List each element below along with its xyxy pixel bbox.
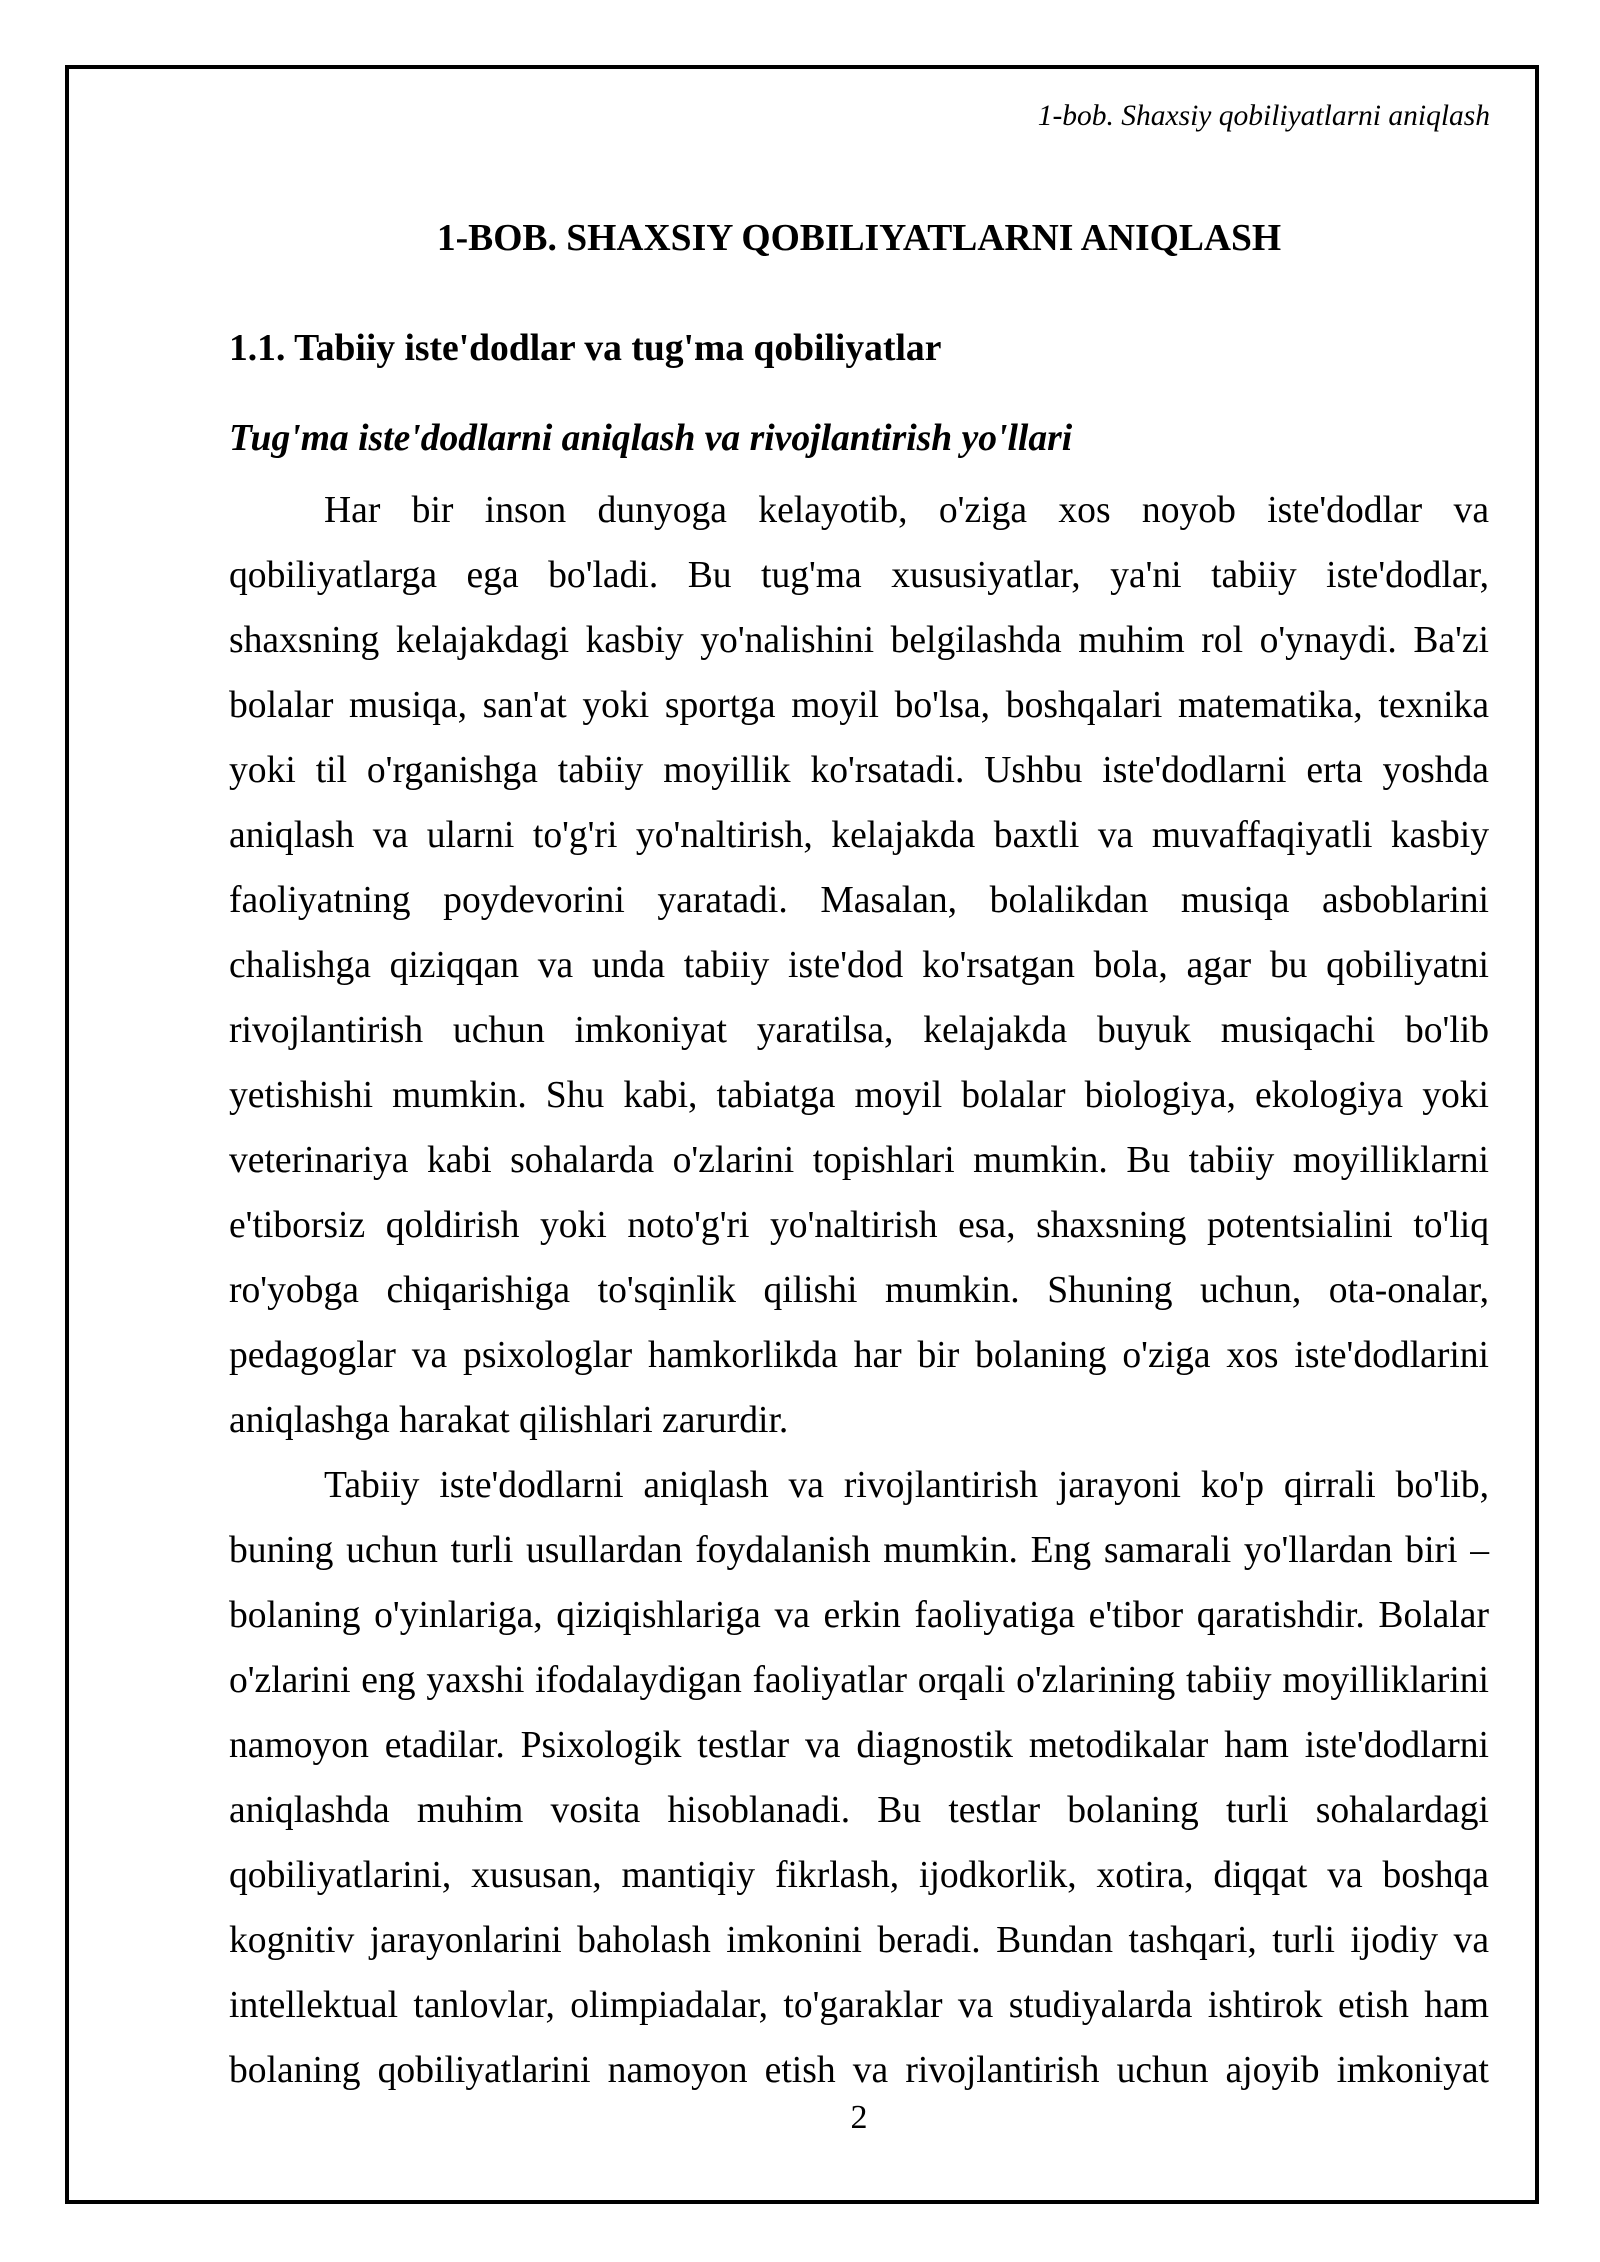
body-line: aniqlashda muhim vosita hisoblanadi. Bu testlar bolaning turli sohalardagi — [229, 1790, 1489, 1831]
body-line: qobiliyatlarga ega bo'ladi. Bu tug'ma xususiyatlar, ya'ni tabiiy iste'dodlar, — [229, 555, 1489, 596]
body-line: chalishga qiziqqan va unda tabiiy iste'dod ko'rsatgan bola, agar bu qobiliyatni — [229, 945, 1489, 986]
running-header: 1-bob. Shaxsiy qobiliyatlarni aniqlash — [1037, 100, 1490, 132]
body-line: yetishishi mumkin. Shu kabi, tabiatga moyil bolalar biologiya, ekologiya yoki — [229, 1075, 1489, 1116]
body-line: shaxsning kelajakdagi kasbiy yo'nalishini belgilashda muhim rol o'ynaydi. Ba'zi — [229, 620, 1489, 661]
body-line: o'zlarini eng yaxshi ifodalaydigan faoliyatlar orqali o'zlarining tabiiy moyilliklarini — [229, 1660, 1489, 1701]
body-line: Tabiiy iste'dodlarni aniqlash va rivojlantirish jarayoni ko'p qirrali bo'lib, — [324, 1465, 1489, 1506]
paragraph-2 — [229, 1453, 1489, 2103]
body-line: aniqlash va ularni to'g'ri yo'naltirish, kelajakda baxtli va muvaffaqiyatli kasbiy — [229, 815, 1489, 856]
body-line: bolaning o'yinlariga, qiziqishlariga va erkin faoliyatiga e'tibor qaratishdir. Bolalar — [229, 1595, 1489, 1636]
body-line: qobiliyatlarini, xususan, mantiqiy fikrlash, ijodkorlik, xotira, diqqat va boshqa — [229, 1855, 1489, 1896]
body-line: pedagoglar va psixologlar hamkorlikda har bir bolaning o'ziga xos iste'dodlarini — [229, 1335, 1489, 1376]
body-line: bolaning qobiliyatlarini namoyon etish va rivojlantirish uchun ajoyib imkoniyat — [229, 2050, 1489, 2091]
body-line: yoki til o'rganishga tabiiy moyillik ko'rsatadi. Ushbu iste'dodlarni erta yoshda — [229, 750, 1489, 791]
body-line: buning uchun turli usullardan foydalanish mumkin. Eng samarali yo'llardan biri – — [229, 1530, 1489, 1571]
body-line: intellektual tanlovlar, olimpiadalar, to'garaklar va studiyalarda ishtirok etish ham — [229, 1985, 1489, 2026]
body-line: Har bir inson dunyoga kelayotib, o'ziga xos noyob iste'dodlar va — [324, 490, 1489, 531]
body-line: aniqlashga harakat qilishlari zarurdir. — [229, 1400, 789, 1441]
body-line: e'tiborsiz qoldirish yoki noto'g'ri yo'naltirish esa, shaxsning potentsialini to'liq — [229, 1205, 1489, 1246]
body-line: rivojlantirish uchun imkoniyat yaratilsa, kelajakda buyuk musiqachi bo'lib — [229, 1010, 1489, 1051]
chapter-title: 1-BOB. SHAXSIY QOBILIYATLARNI ANIQLASH — [436, 218, 1282, 259]
body-line: faoliyatning poydevorini yaratadi. Masalan, bolalikdan musiqa asboblarini — [229, 880, 1489, 921]
body-line: veterinariya kabi sohalarda o'zlarini topishlari mumkin. Bu tabiiy moyilliklarni — [229, 1140, 1489, 1181]
body-line: bolalar musiqa, san'at yoki sportga moyil bo'lsa, boshqalari matematika, texnika — [229, 685, 1489, 726]
body-line: kognitiv jarayonlarini baholash imkonini beradi. Bundan tashqari, turli ijodiy va — [229, 1920, 1489, 1961]
subsection-heading: Tug'ma iste'dodlarni aniqlash va rivojlantirish yo'llari — [229, 418, 1073, 459]
section-heading: 1.1. Tabiiy iste'dodlar va tug'ma qobiliyatlar — [229, 328, 942, 369]
paragraph-1 — [229, 478, 1489, 1453]
body-line: namoyon etadilar. Psixologik testlar va diagnostik metodikalar ham iste'dodlarni — [229, 1725, 1489, 1766]
body-line: ro'yobga chiqarishiga to'sqinlik qilishi mumkin. Shuning uchun, ota-onalar, — [229, 1270, 1489, 1311]
body-text — [229, 478, 1489, 2103]
page-number: 2 — [850, 2099, 868, 2136]
